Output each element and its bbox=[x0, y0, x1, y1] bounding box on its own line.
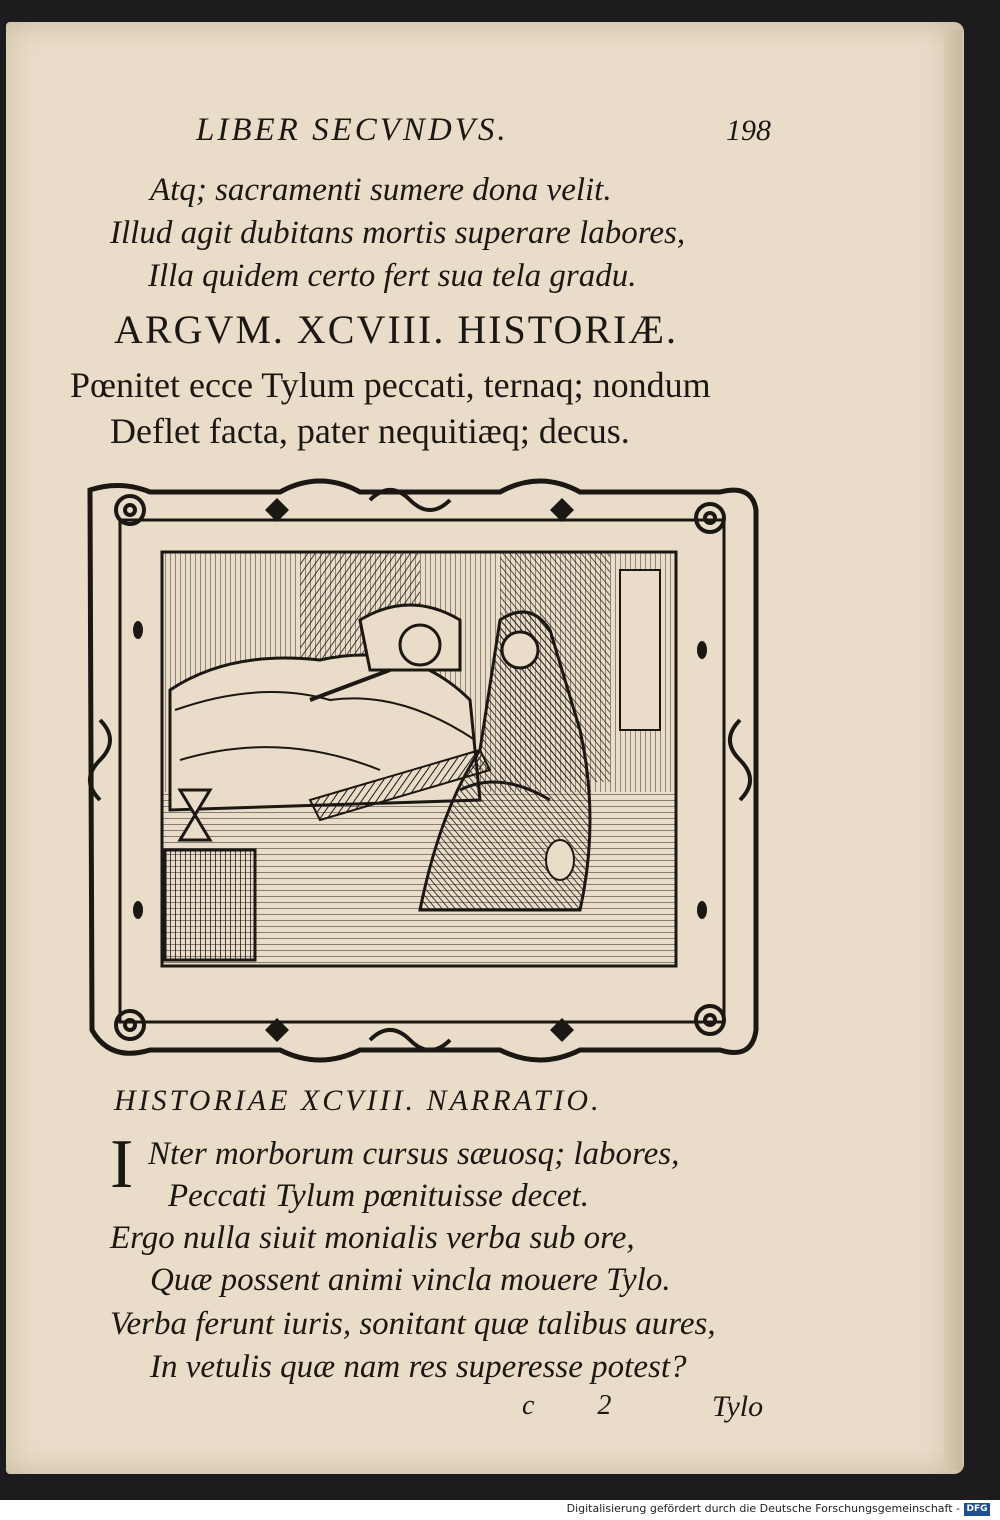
folio-number: 198 bbox=[726, 114, 771, 147]
bedchamber-scene bbox=[162, 552, 676, 966]
verse-line: Illud agit dubitans mortis superare labores, bbox=[110, 215, 686, 251]
catchword: Tylo bbox=[712, 1390, 764, 1423]
funding-credit: Digitalisierung gefördert durch die Deutsche Forschungsgemeinschaft - bbox=[566, 1502, 960, 1515]
narratio-line: Verba ferunt iuris, sonitant quæ talibus aures, bbox=[110, 1306, 716, 1342]
narratio-line: In vetulis quæ nam res superesse potest? bbox=[150, 1349, 687, 1385]
verse-line: Atq; sacramenti sumere dona velit. bbox=[150, 172, 612, 208]
running-head: LIBER SECVNDVS. bbox=[196, 112, 509, 148]
argum-line: Deflet facta, pater nequitiæq; decus. bbox=[110, 411, 630, 451]
argum-line: Pœnitet ecce Tylum peccati, ternaq; nondum bbox=[70, 365, 711, 405]
woodcut-illustration bbox=[80, 470, 762, 1070]
narratio-line: Nter morborum cursus sæuosq; labores, bbox=[148, 1136, 680, 1172]
page-edge bbox=[944, 30, 962, 1470]
narratio-line: Quæ possent animi vincla mouere Tylo. bbox=[150, 1262, 671, 1298]
narratio-line: Peccati Tylum pœnituisse decet. bbox=[168, 1178, 589, 1214]
narratio-line: Ergo nulla siuit monialis verba sub ore, bbox=[110, 1220, 635, 1256]
signature-mark: c 2 bbox=[522, 1390, 640, 1421]
drop-initial: I bbox=[110, 1126, 134, 1203]
narratio-heading: HISTORIAE XCVIII. NARRATIO. bbox=[114, 1084, 602, 1117]
argum-heading: ARGVM. XCVIII. HISTORIÆ. bbox=[114, 307, 678, 352]
dfg-logo-icon: DFG bbox=[964, 1503, 990, 1516]
verse-line: Illa quidem certo fert sua tela gradu. bbox=[148, 258, 637, 294]
footer-bar bbox=[0, 1500, 1000, 1520]
